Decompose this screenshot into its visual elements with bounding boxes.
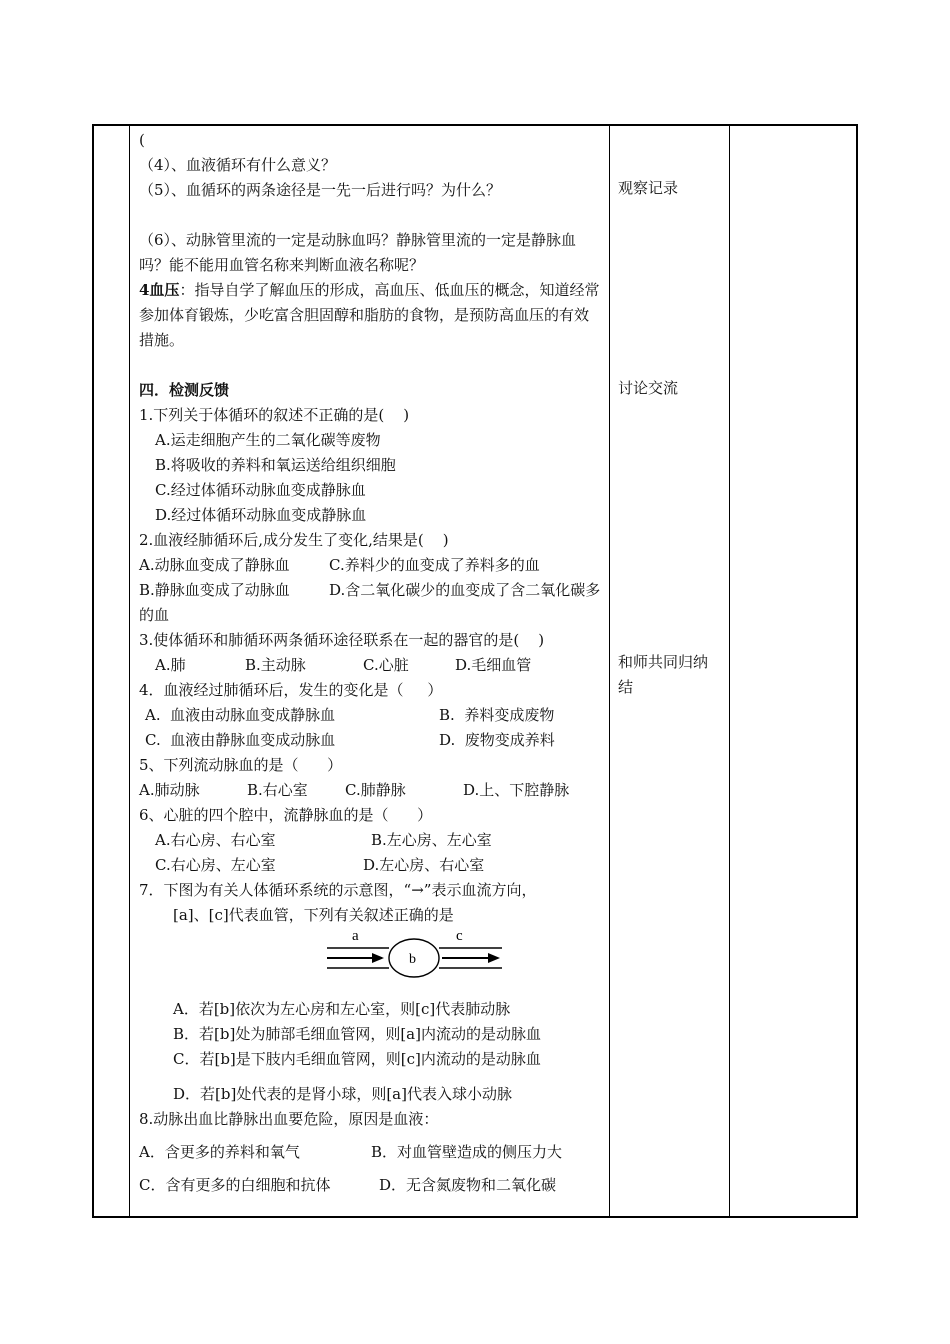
mc4-row-1 <box>139 703 601 728</box>
mc2-option-c: C.养料少的血变成了养料多的血 <box>329 556 540 574</box>
mc2-option-a: A.动脉血变成了静脉血 <box>139 556 290 574</box>
mc4-option-d: D. 废物变成养料 <box>439 731 555 749</box>
side-note-observe: 观察记录 <box>618 179 679 197</box>
mc7-options-block <box>139 997 601 1198</box>
mc2-row-1 <box>139 553 601 578</box>
mc1-option-b: B.将吸收的养料和氧运送给组织细胞 <box>155 456 396 474</box>
circulation-diagram <box>322 924 508 992</box>
mc3-option-a: A.肺 <box>155 656 186 674</box>
mc6-option-d: D.左心房、右心室 <box>363 856 485 874</box>
question-6: （6）、动脉管里流的一定是动脉血吗？静脉管里流的一定是静脉血吗？能不能用血管名称来判断血液名称呢？ <box>139 231 577 274</box>
blood-pressure-text: ：指导自学了解血压的形成，高血压、低血压的概念，知道经常参加体育锻炼，少吃富含胆固醇和脂肪的食物，是预防高血压的有效措施。 <box>139 281 600 349</box>
mc6-stem: 6、心脏的四个腔中，流静脉血的是（ ） <box>139 806 433 824</box>
mc7-stem-2: [a]、[c]代表血管，下列有关叙述正确的是 <box>173 906 454 924</box>
mc4-option-c: C. 血液由静脉血变成动脉血 <box>145 731 336 749</box>
mc2-stem: 2.血液经肺循环后,成分发生了变化,结果是( ) <box>139 531 449 549</box>
mc7-option-a: A．若[b]依次为左心房和左心室，则[c]代表肺动脉 <box>173 1000 511 1018</box>
mc7-stem-1: 7．下图为有关人体循环系统的示意图，“→”表示血流方向， <box>139 881 537 899</box>
mc1-option-c: C.经过体循环动脉血变成静脉血 <box>155 481 366 499</box>
mc6-option-c: C.右心房、左心室 <box>155 856 276 874</box>
mc8-option-c: C．含有更多的白细胞和抗体 <box>139 1176 331 1194</box>
mc1-option-d: D.经过体循环动脉血变成静脉血 <box>155 506 367 524</box>
mc2-row-2 <box>139 578 601 628</box>
mc8-row-1 <box>139 1140 601 1165</box>
column-divider-2 <box>609 126 610 1216</box>
diagram-label-a: a <box>352 928 359 944</box>
mc7-option-b: B．若[b]处为肺部毛细血管网，则[a]内流动的是动脉血 <box>173 1025 541 1043</box>
mc5-option-a: A.肺动脉 <box>139 781 200 799</box>
mc5-option-d: D.上、下腔静脉 <box>463 781 570 799</box>
mc4-option-a: A. 血液由动脉血变成静脉血 <box>145 706 336 724</box>
open-paren: ( <box>139 131 145 149</box>
mc8-option-b: B．对血管壁造成的侧压力大 <box>371 1143 563 1161</box>
column-divider-1 <box>129 126 130 1216</box>
mc7-option-c: C．若[b]是下肢内毛细血管网，则[c]内流动的是动脉血 <box>173 1050 541 1068</box>
mc4-row-2 <box>139 728 601 753</box>
mc5-options <box>139 778 601 803</box>
mc6-option-a: A.右心房、右心室 <box>155 831 276 849</box>
question-4: （4）、血液循环有什么意义？ <box>139 156 337 174</box>
mc1-option-a: A.运走细胞产生的二氧化碳等废物 <box>155 431 381 449</box>
mc7-option-d: D．若[b]处代表的是肾小球，则[a]代表入球小动脉 <box>173 1085 512 1103</box>
mc8-row-2 <box>139 1173 601 1198</box>
mc5-stem: 5、下列流动脉血的是（ ） <box>139 756 343 774</box>
blood-pressure-title: 4血压 <box>139 281 180 299</box>
mc5-option-b: B.右心室 <box>247 781 308 799</box>
mc2-option-b: B.静脉血变成了动脉血 <box>139 581 290 599</box>
mc8-option-a: A．含更多的养料和氧气 <box>139 1143 300 1161</box>
mc3-option-d: D.毛细血管 <box>455 656 532 674</box>
mc4-stem: 4．血液经过肺循环后，发生的变化是（ ） <box>139 681 443 699</box>
mc3-option-c: C.心脏 <box>363 656 409 674</box>
mc4-option-b: B. 养料变成废物 <box>439 706 555 724</box>
mc6-row-1 <box>139 828 601 853</box>
mc3-option-b: B.主动脉 <box>245 656 306 674</box>
mc2-option-d: D.含二氧化碳少的血变成了含二氧化碳多的血 <box>139 581 601 624</box>
mc3-stem: 3.使体循环和肺循环两条循环途径联系在一起的器官的是( ) <box>139 631 545 649</box>
mc6-row-2 <box>139 853 601 878</box>
arrowhead-a <box>372 953 384 963</box>
mc8-option-d: D．无含氮废物和二氧化碳 <box>379 1176 557 1194</box>
diagram-label-b: b <box>409 952 416 967</box>
mc6-option-b: B.左心房、左心室 <box>371 831 492 849</box>
mc8-stem: 8.动脉出血比静脉出血要危险，原因是血液： <box>139 1110 439 1128</box>
column-divider-3 <box>729 126 730 1216</box>
side-note-summary: 和师共同归纳结 <box>618 653 709 696</box>
mc1-stem: 1.下列关于体循环的叙述不正确的是( ) <box>139 406 410 424</box>
side-note-discuss: 讨论交流 <box>618 379 679 397</box>
arrowhead-c <box>488 953 500 963</box>
main-content-cell <box>139 128 601 928</box>
diagram-label-c: c <box>456 928 463 944</box>
question-5: （5）、血循环的两条途径是一先一后进行吗？为什么？ <box>139 181 502 199</box>
blood-pressure-paragraph <box>139 278 601 353</box>
mc3-options <box>139 653 601 678</box>
mc5-option-c: C.肺静脉 <box>345 781 406 799</box>
section-4-heading: 四．检测反馈 <box>139 381 230 399</box>
